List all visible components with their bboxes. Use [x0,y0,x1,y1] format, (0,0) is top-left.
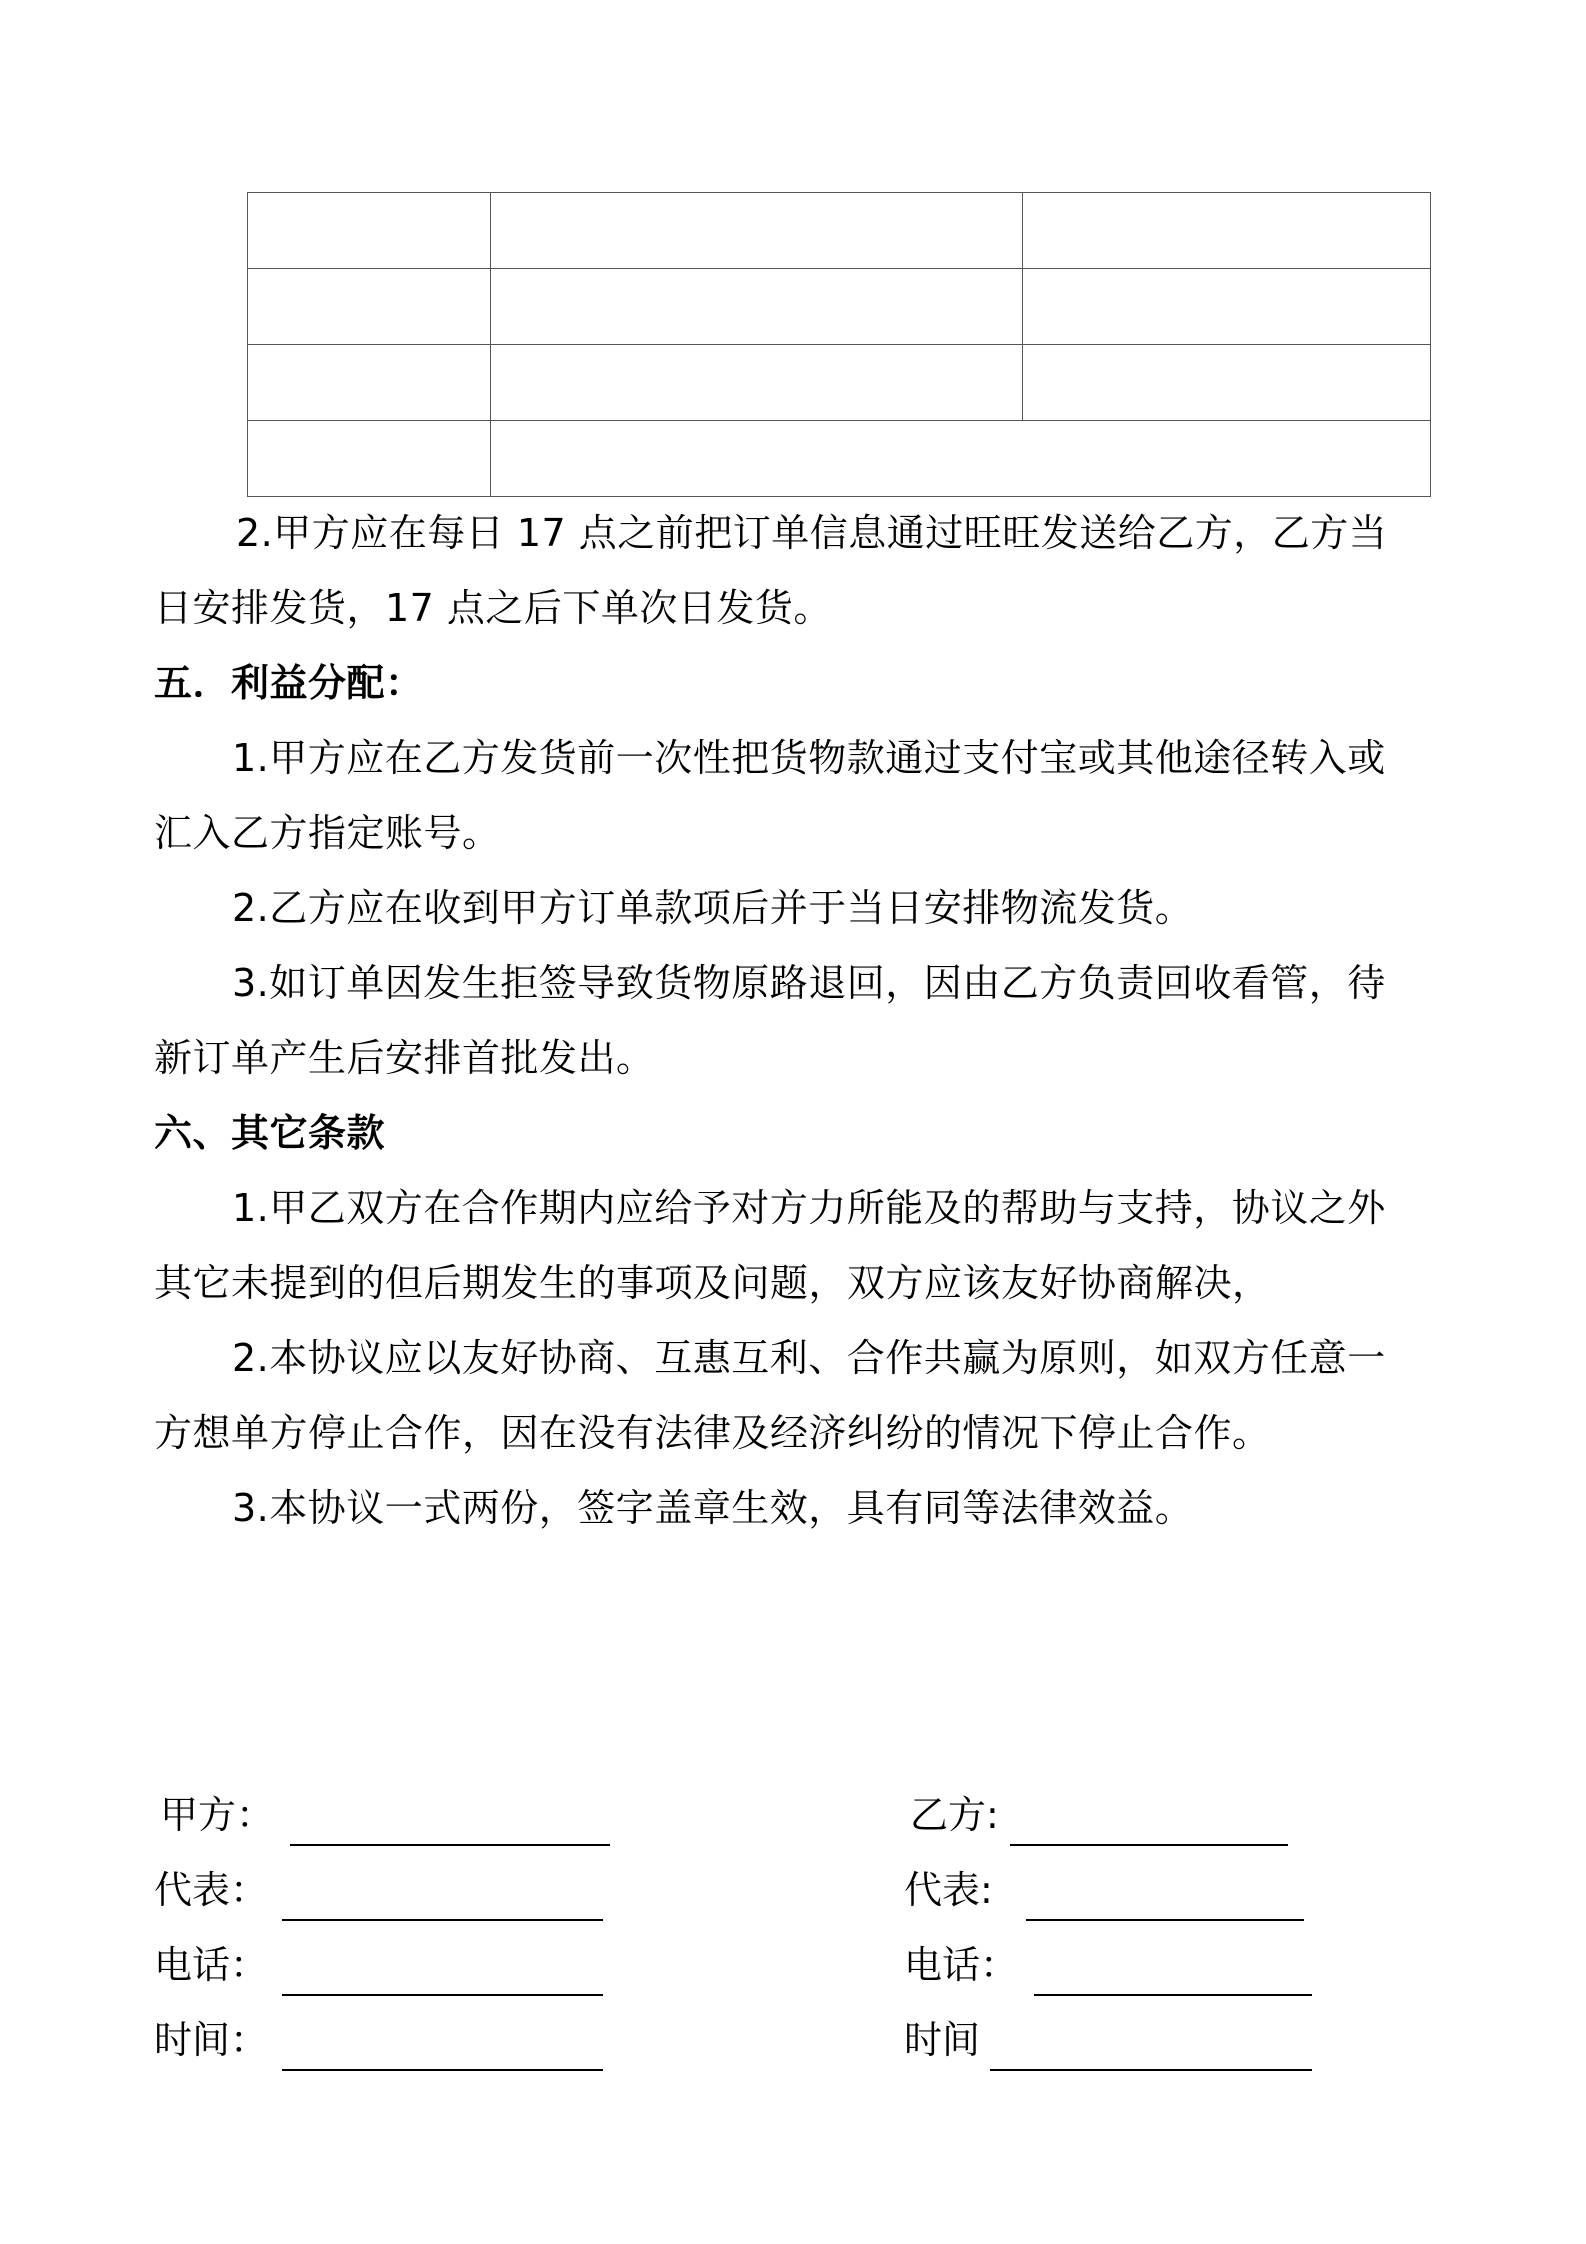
party-a-rep-line [282,1919,603,1921]
table-column-divider [490,193,491,496]
section6-heading: 六、其它条款 [154,1111,386,1155]
section5-heading: 五．利益分配： [154,661,424,705]
table-row-divider [248,268,1430,269]
section6-item3: 3.本协议一式两份，签字盖章生效，具有同等法律效益。 [232,1486,1194,1530]
table-column-divider [1022,193,1023,420]
section6-item2-line1: 2.本协议应以友好协商、互惠互利、合作共赢为原则，如双方任意一 [232,1336,1386,1380]
party-a-time-line [282,2069,603,2071]
party-b-name-label: 乙方: [910,1793,999,1837]
section6-item2-line2: 方想单方停止合作，因在没有法律及经济纠纷的情况下停止合作。 [154,1411,1271,1455]
party-b-rep-label: 代表: [904,1868,993,1912]
party-b-phone-label: 电话： [904,1943,1019,1987]
section6-item1-line2: 其它未提到的但后期发生的事项及问题，双方应该友好协商解决， [154,1261,1271,1305]
section5-item1-line1: 1.甲方应在乙方发货前一次性把货物款通过支付宝或其他途径转入或 [232,736,1386,780]
section6-item1-line1: 1.甲乙双方在合作期内应给予对方力所能及的帮助与支持，协议之外 [232,1186,1386,1230]
section5-item2: 2.乙方应在收到甲方订单款项后并于当日安排物流发货。 [232,886,1194,930]
table-row-divider [248,420,1430,421]
party-a-phone-label: 电话： [154,1943,269,1987]
section5-item3-line2: 新订单产生后安排首批发出。 [154,1036,655,1080]
party-b-time-label: 时间 [904,2018,981,2062]
blank-table [247,192,1431,497]
section5-item3-line1: 3.如订单因发生拒签导致货物原路退回，因由乙方负责回收看管，待 [232,961,1386,1005]
party-a-name-label: 甲方： [160,1793,275,1837]
party-b-phone-line [1034,1994,1312,1996]
clause4-item2-line1: 2.甲方应在每日 17 点之前把订单信息通过旺旺发送给乙方，乙方当 [236,511,1388,555]
party-b-time-line [990,2069,1312,2071]
party-a-rep-label: 代表： [154,1868,269,1912]
party-b-rep-line [1026,1919,1304,1921]
section5-item1-line2: 汇入乙方指定账号。 [154,811,501,855]
clause4-item2-line2: 日安排发货，17 点之后下单次日发货。 [154,586,832,630]
party-a-time-label: 时间： [154,2018,269,2062]
party-b-name-line [1010,1844,1288,1846]
party-a-phone-line [282,1994,603,1996]
party-a-name-line [290,1844,610,1846]
table-row-divider [248,344,1430,345]
